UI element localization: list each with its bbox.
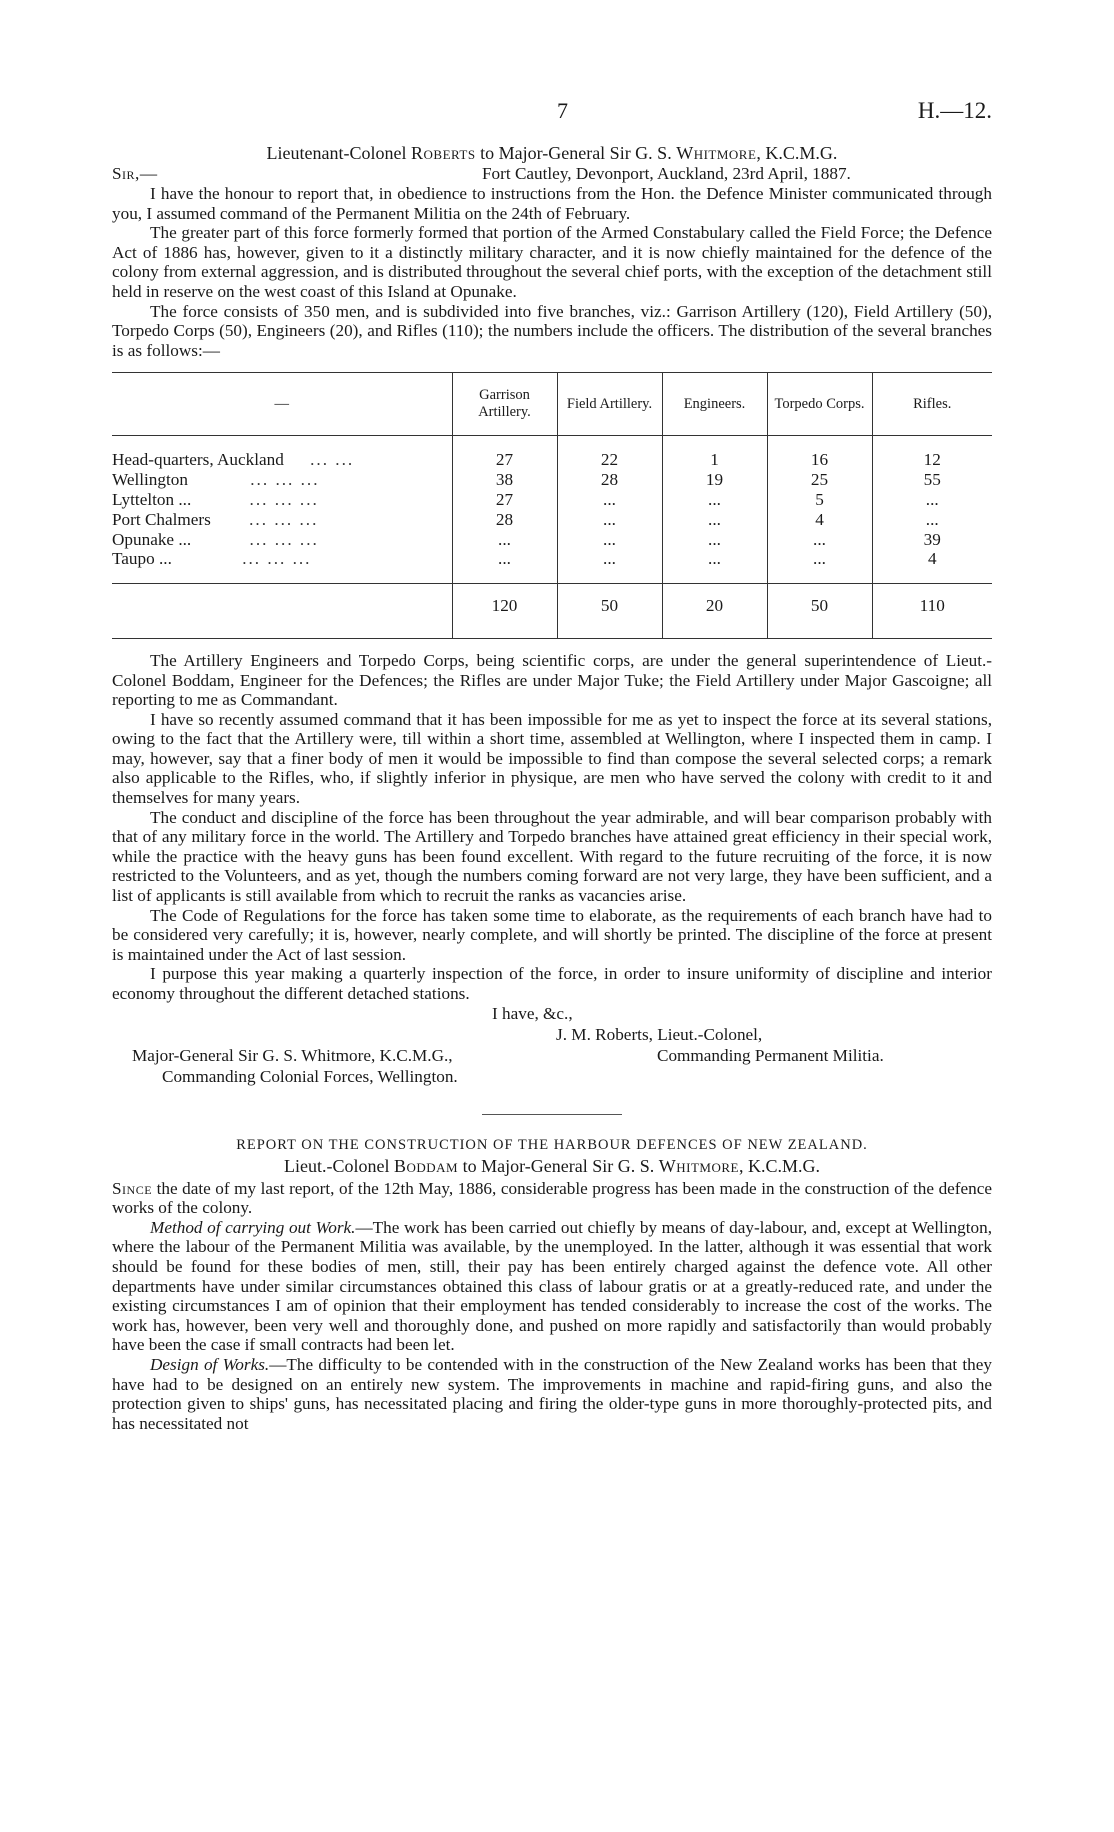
paragraph: I purpose this year making a quarterly inspection of the force, in order to insure uniformity of discipline and interior economy throughout the different detached stations. xyxy=(112,964,992,1004)
document-page xyxy=(112,98,992,1433)
salutation-line xyxy=(112,164,992,184)
table-row: Opunake ... ... ... ... ... ... ... ... 39 xyxy=(112,530,992,550)
letter-address: Fort Cautley, Devonport, Auckland, 23rd April, 1887. xyxy=(482,164,851,183)
cell: 25 xyxy=(767,470,872,490)
cell: ... xyxy=(557,510,662,530)
cell: 28 xyxy=(557,470,662,490)
cell: 16 xyxy=(767,436,872,470)
addressee-command: Commanding Colonial Forces, Wellington. xyxy=(162,1066,458,1086)
cell: 39 xyxy=(872,530,992,550)
cell: 4 xyxy=(872,549,992,583)
total-cell: 20 xyxy=(662,584,767,639)
signature-block xyxy=(112,1004,992,1088)
cell: 19 xyxy=(662,470,767,490)
cell: ... xyxy=(767,549,872,583)
cell: ... xyxy=(452,530,557,550)
cell: ... xyxy=(872,490,992,510)
report-subtitle: Lieut.-Colonel Boddam to Major-General Sir G. S. Whitmore, K.C.M.G. xyxy=(284,1155,820,1176)
paragraph: Method of carrying out Work.—The work has been carried out chiefly by means of day-labour, and, except at Wellington, where the labour of the Permanent Militia was available, by the unemployed. In the latter, although it was essential that work should be found for these bodies of men, still, their pay has been entirely charged against the defence vote. All other departments have under similar circumstances obtained this class of labour gratis or at a greatly-reduced rate, and under the existing circumstances I am of opinion that their employment has tended considerably to increase the cost of the works. The work has, however, been very well and thoroughly done, and pushed on more rapidly and satisfactorily than would probably have been the case if small contracts had been let. xyxy=(112,1217,992,1355)
cell: ... xyxy=(662,510,767,530)
paragraph: I have the honour to report that, in obedience to instructions from the Hon. the Defence Minister communicated through you, I assumed command of the Permanent Militia on the 24th of February. xyxy=(112,184,992,223)
page-number: 7 xyxy=(557,98,568,123)
paragraph-heading: Design of Works. xyxy=(150,1354,270,1374)
cell: ... xyxy=(872,510,992,530)
totals-row xyxy=(112,584,992,639)
cell: 27 xyxy=(452,436,557,470)
table-row: Taupo ... ... ... ... ... ... ... ... 4 xyxy=(112,549,992,583)
row-place: Taupo ... xyxy=(112,549,172,569)
paragraph: The conduct and discipline of the force has been throughout the year admirable, and will bear comparison probably with that of any military force in the world. The Artillery and Torpedo branches have attained great efficiency in their special work, while the practice with the heavy guns has been found excellent. With regard to the future recruiting of the force, it is now restricted to the Volunteers, and as yet, though the numbers coming forward are not very large, they have been sufficient, and a list of applicants is still available from which to recruit the ranks as vacancies arise. xyxy=(112,807,992,906)
table-row: Lyttelton ... ... ... ... 27 ... ... 5 ... xyxy=(112,490,992,510)
salutation: Sir,— xyxy=(112,164,158,183)
paragraph: Since the date of my last report, of the 12th May, 1886, considerable progress has been made in the construction of the defence works of the colony. xyxy=(112,1178,992,1218)
cell: ... xyxy=(452,549,557,583)
header-engineers: Engineers. xyxy=(662,373,767,436)
table-row: Wellington ... ... ... 38 28 19 25 55 xyxy=(112,470,992,490)
cell: 1 xyxy=(662,436,767,470)
header-field-artillery: Field Artillery. xyxy=(557,373,662,436)
cell: ... xyxy=(662,490,767,510)
distribution-table xyxy=(112,372,992,639)
total-cell: 120 xyxy=(452,584,557,639)
table-header-row xyxy=(112,373,992,436)
cell: ... xyxy=(557,549,662,583)
closing: I have, &c., xyxy=(492,1003,573,1023)
row-place: Port Chalmers xyxy=(112,509,211,529)
paragraph: I have so recently assumed command that it has been impossible for me as yet to inspect the force at its several stations, owing to the fact that the Artillery were, till within a short time, assembled at Wellington, where I inspected them in camp. I may, however, say that a finer body of men it would be impossible to find than compose the several selected corps; a remark also applicable to the Rifles, who, if slightly inferior in physique, are men who have served the colony with credit to it and themselves for many years. xyxy=(112,709,992,808)
row-place: Lyttelton ... xyxy=(112,489,192,509)
cell: 55 xyxy=(872,470,992,490)
addressee: Major-General Sir G. S. Whitmore, K.C.M.G., xyxy=(132,1045,453,1065)
cell: 12 xyxy=(872,436,992,470)
total-cell: 50 xyxy=(767,584,872,639)
paragraph: The Code of Regulations for the force has taken some time to elaborate, as the requirements of each branch have had to be considered very carefully; it is, however, nearly complete, and will shortly be printed. The discipline of the force at present is maintained under the Act of last session. xyxy=(112,905,992,964)
header-garrison-artillery: Garrison Artillery. xyxy=(452,373,557,436)
cell: ... xyxy=(767,530,872,550)
total-cell: 50 xyxy=(557,584,662,639)
report-title: REPORT ON THE CONSTRUCTION OF THE HARBOUR DEFENCES OF NEW ZEALAND. xyxy=(236,1136,868,1153)
cell: 22 xyxy=(557,436,662,470)
paragraph: Design of Works.—The difficulty to be contended with in the construction of the New Zealand works has been that they have had to be designed on an entirely new system. The improvements in machine and rapid-firing guns, and also the protection given to ships' guns, has necessitated placing and firing the older-type guns in more thoroughly-protected pits, and has necessitated not xyxy=(112,1354,992,1433)
paragraph: The force consists of 350 men, and is subdivided into five branches, viz.: Garrison Artillery (120), Field Artillery (50), Torpedo Corps (50), Engineers (20), and Rifles (110); the numbers include the officers. The distribution of the several branches is as follows:— xyxy=(112,301,992,360)
table-row: Port Chalmers ... ... ... 28 ... ... 4 ... xyxy=(112,510,992,530)
cell: 5 xyxy=(767,490,872,510)
paragraph: The Artillery Engineers and Torpedo Corps, being scientific corps, are under the general superintendence of Lieut.-Colonel Boddam, Engineer for the Defences; the Rifles are under Major Tuke; the Field Artillery under Major Gascoigne; all reporting to me as Commandant. xyxy=(112,650,992,710)
cell: 38 xyxy=(452,470,557,490)
cell: 4 xyxy=(767,510,872,530)
cell: ... xyxy=(557,490,662,510)
cell: ... xyxy=(662,549,767,583)
header-torpedo-corps: Torpedo Corps. xyxy=(767,373,872,436)
total-cell: 110 xyxy=(872,584,992,639)
row-place: Wellington xyxy=(112,470,188,490)
row-place: Opunake ... xyxy=(112,529,192,549)
table-corner: — xyxy=(112,373,452,436)
cell: ... xyxy=(557,530,662,550)
document-reference: H.—12. xyxy=(917,98,992,123)
page-header xyxy=(112,98,992,138)
cell: 28 xyxy=(452,510,557,530)
row-place: Head-quarters, Auckland xyxy=(112,450,284,470)
header-rifles: Rifles. xyxy=(872,373,992,436)
paragraph: The greater part of this force formerly formed that portion of the Armed Constabulary called the Field Force; the Defence Act of 1886 has, however, given to it a distinctly military character, and it is now chiefly maintained for the defence of the colony from external aggression, and is distributed throughout the several chief ports, with the exception of the detachment still held in reserve on the west coast of this Island at Opunake. xyxy=(112,223,992,301)
section-divider xyxy=(482,1114,622,1115)
cell: ... xyxy=(662,530,767,550)
table-row: Head-quarters, Auckland ... ... 27 22 1 16 12 xyxy=(112,436,992,470)
cell: 27 xyxy=(452,490,557,510)
paragraph-heading: Method of carrying out Work. xyxy=(150,1217,356,1237)
letter-title: Lieutenant-Colonel Roberts to Major-General Sir G. S. Whitmore, K.C.M.G. xyxy=(266,143,838,163)
signature: J. M. Roberts, Lieut.-Colonel, xyxy=(556,1024,763,1044)
signature-title: Commanding Permanent Militia. xyxy=(657,1045,884,1065)
